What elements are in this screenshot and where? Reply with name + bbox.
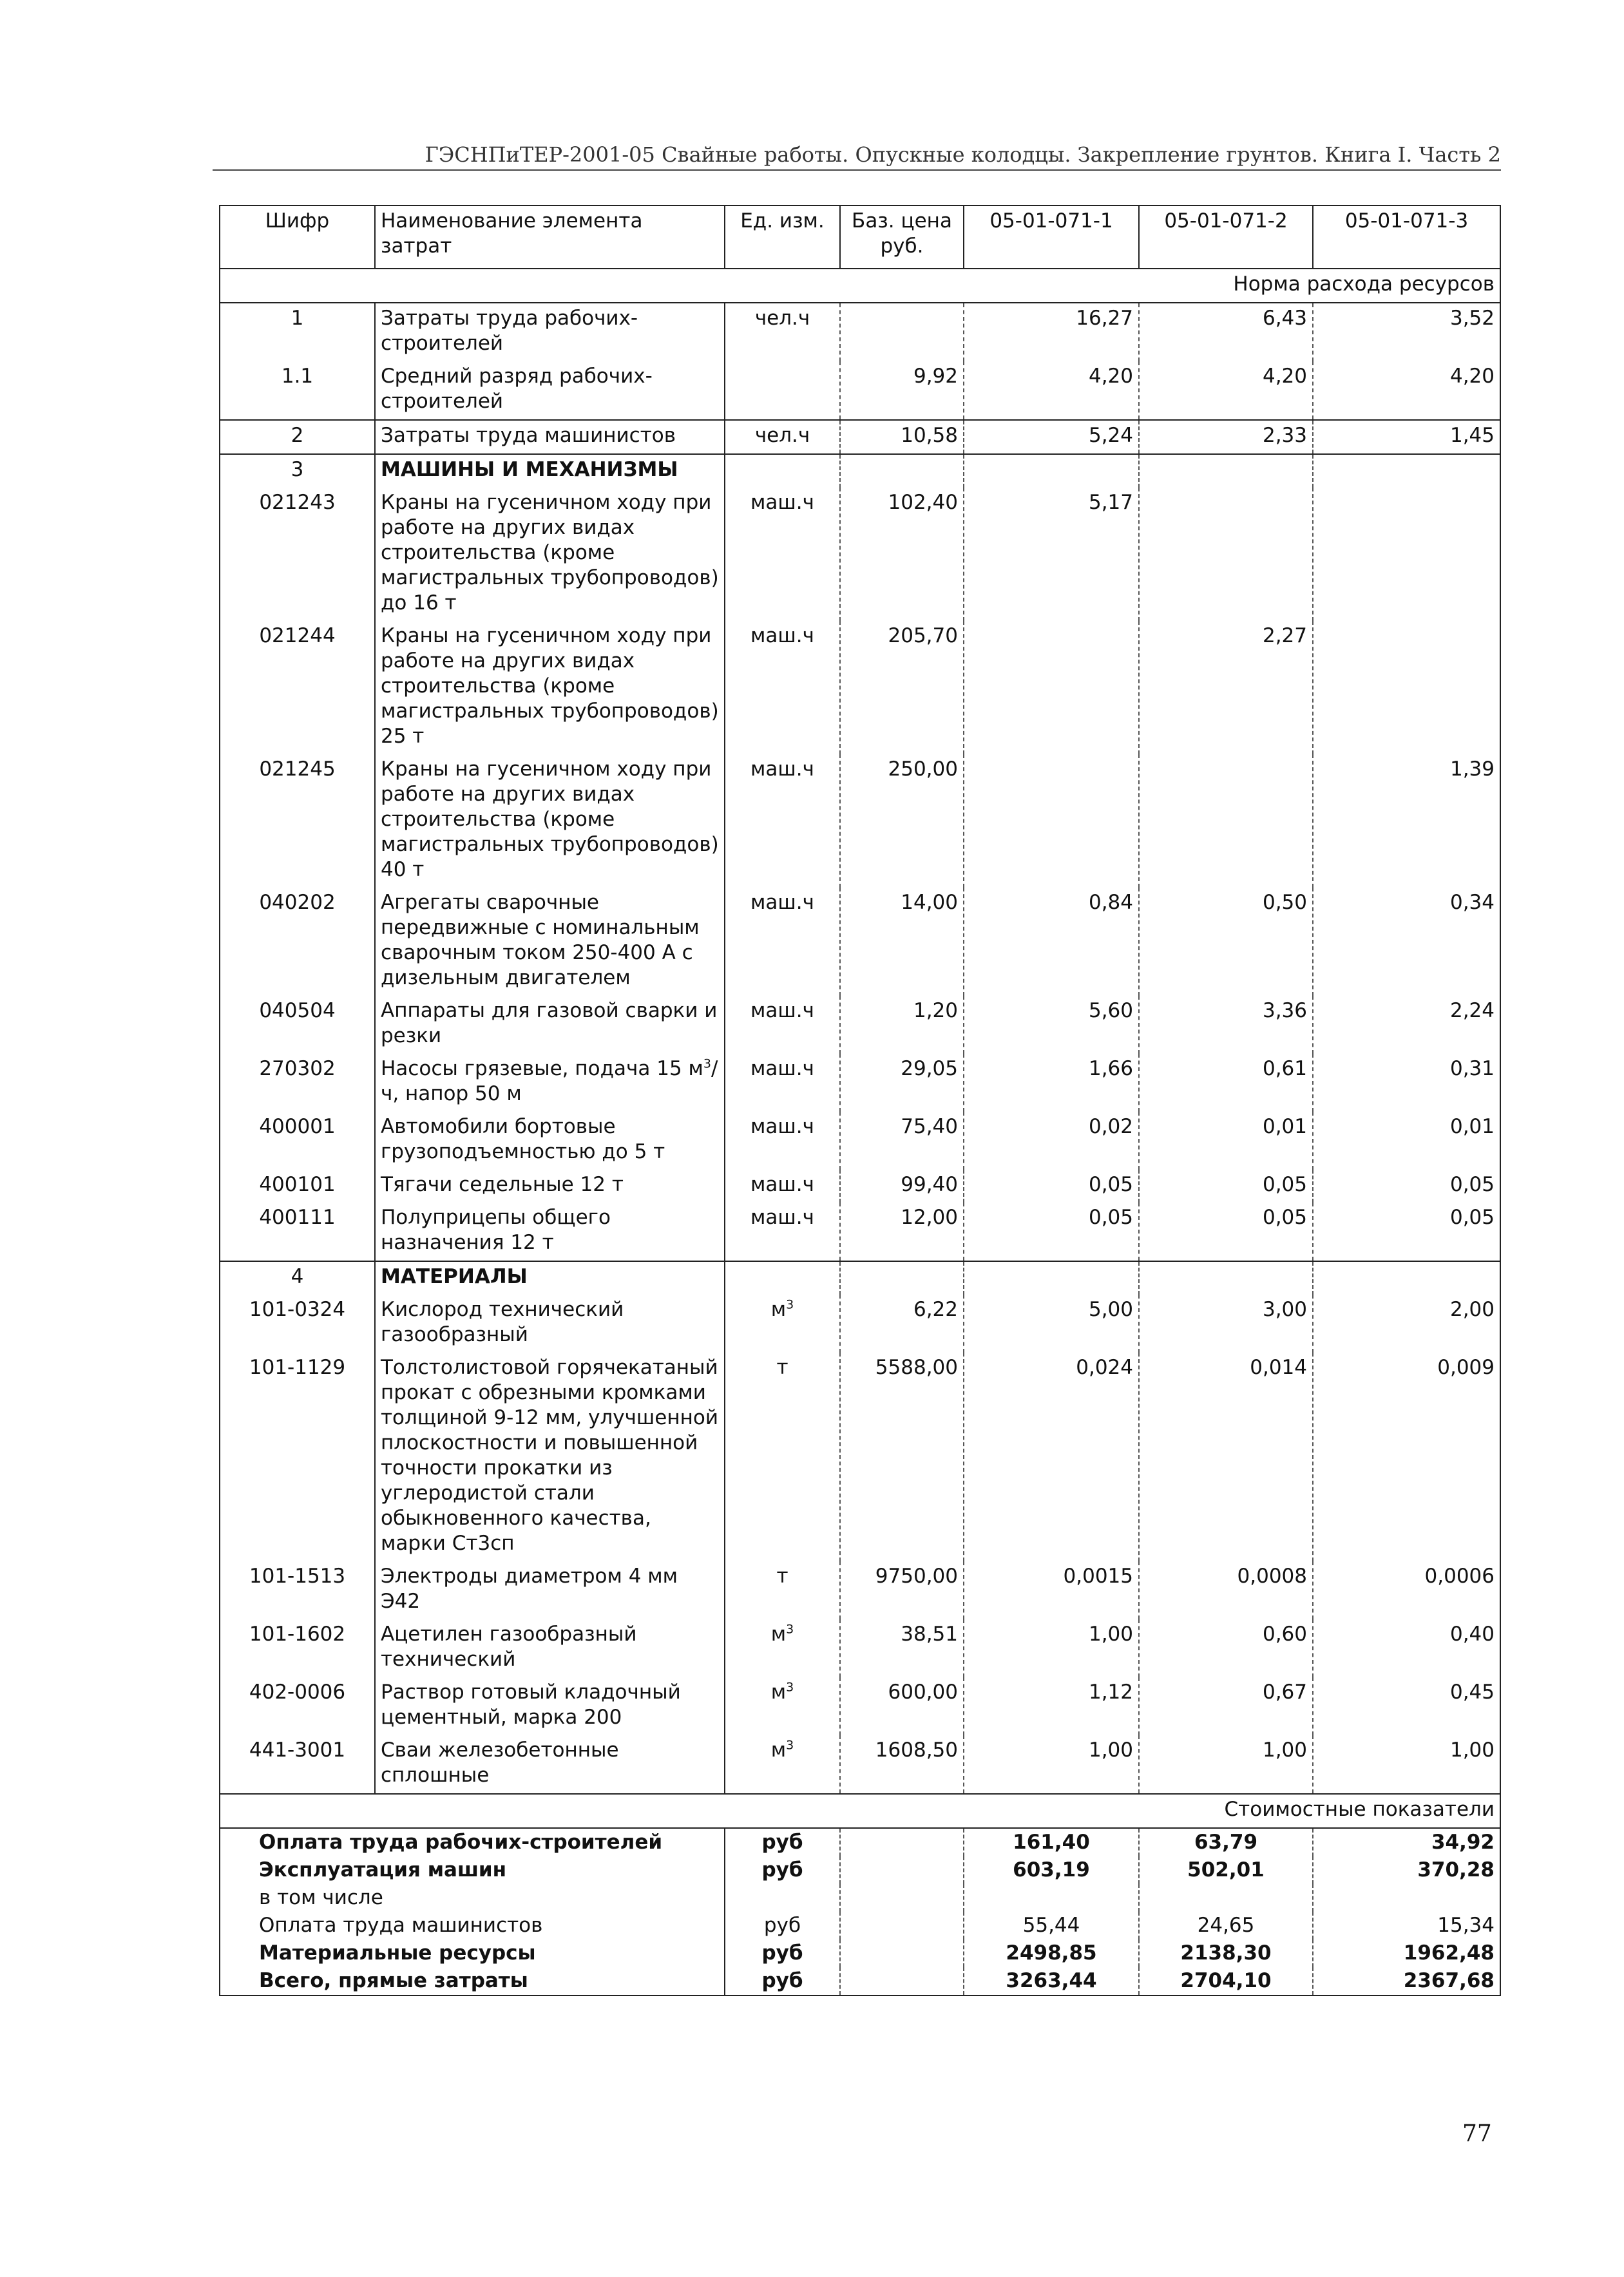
row-code: 021245: [220, 754, 375, 888]
row-name: Автомобили бортовые грузоподъемностью до 5 т: [375, 1112, 725, 1170]
row-unit: чел.ч: [725, 303, 840, 361]
row-value-c2: [1139, 488, 1313, 621]
row-code: 400111: [220, 1203, 375, 1261]
table-row: [220, 420, 1500, 454]
table-body: [220, 205, 1500, 303]
row-value-c1: 0,05: [964, 1203, 1139, 1261]
row-name: МАШИНЫ И МЕХАНИЗМЫ: [375, 454, 725, 488]
row-name: Краны на гусеничном ходу при работе на других видах строительства (кроме магистральных трубопроводов) 25 т: [375, 621, 725, 754]
row-unit: [725, 454, 840, 488]
row-value-c2: 0,67: [1139, 1677, 1313, 1735]
row-value-c2: 2,27: [1139, 621, 1313, 754]
cost-value-c3: 15,34: [1313, 1912, 1500, 1939]
cost-value-c3: 370,28: [1313, 1856, 1500, 1884]
row-price: 12,00: [840, 1203, 964, 1261]
table-row: [220, 303, 1500, 361]
row-value-c3: [1313, 454, 1500, 488]
cost-price-empty: [840, 1828, 964, 1856]
cost-section: [220, 1794, 1500, 1828]
row-unit: маш.ч: [725, 1054, 840, 1112]
cost-value-c1: 3263,44: [964, 1967, 1139, 1996]
row-price: [840, 303, 964, 361]
row-value-c2: 4,20: [1139, 361, 1313, 420]
row-code: 400101: [220, 1170, 375, 1203]
col-header-price: Баз. цена руб.: [840, 205, 964, 269]
row-unit: чел.ч: [725, 420, 840, 454]
row-value-c2: 0,0008: [1139, 1561, 1313, 1619]
row-value-c2: 0,61: [1139, 1054, 1313, 1112]
table-row: [220, 621, 1500, 754]
row-unit: маш.ч: [725, 621, 840, 754]
row-value-c1: 5,60: [964, 996, 1139, 1054]
row-value-c3: 4,20: [1313, 361, 1500, 420]
cost-label: Всего, прямые затраты: [220, 1967, 725, 1996]
row-unit: маш.ч: [725, 1112, 840, 1170]
cost-row: [220, 1912, 1500, 1939]
row-price: 6,22: [840, 1295, 964, 1353]
row-value-c3: 0,01: [1313, 1112, 1500, 1170]
cost-title: Стоимостные показатели: [220, 1794, 1500, 1828]
row-value-c2: 0,05: [1139, 1170, 1313, 1203]
row-name: Ацетилен газообразный технический: [375, 1619, 725, 1677]
row-code: 1: [220, 303, 375, 361]
cost-row: [220, 1856, 1500, 1884]
table-row: [220, 454, 1500, 488]
row-code: 021243: [220, 488, 375, 621]
cost-unit: руб: [725, 1912, 840, 1939]
row-value-c1: [964, 454, 1139, 488]
row-value-c1: 0,84: [964, 888, 1139, 996]
table-row: [220, 1170, 1500, 1203]
header-rule: [213, 169, 1501, 171]
row-code: 1.1: [220, 361, 375, 420]
row-value-c1: 5,00: [964, 1295, 1139, 1353]
row-value-c1: [964, 621, 1139, 754]
table-row: [220, 1353, 1500, 1561]
row-price: 9,92: [840, 361, 964, 420]
cost-value-c2: 502,01: [1139, 1856, 1313, 1884]
row-value-c1: 0,0015: [964, 1561, 1139, 1619]
row-unit: маш.ч: [725, 1170, 840, 1203]
row-name: Краны на гусеничном ходу при работе на других видах строительства (кроме магистральных трубопроводов) до 16 т: [375, 488, 725, 621]
row-name: Кислород технический газообразный: [375, 1295, 725, 1353]
row-unit: $м^3$: [725, 1677, 840, 1735]
table-row: [220, 1561, 1500, 1619]
row-code: 402-0006: [220, 1677, 375, 1735]
cost-value-c1: [964, 1884, 1139, 1912]
cost-label: Оплата труда машинистов: [220, 1912, 725, 1939]
row-unit: [725, 1261, 840, 1295]
row-value-c1: 16,27: [964, 303, 1139, 361]
row-name: Раствор готовый кладочный цементный, марка 200: [375, 1677, 725, 1735]
row-unit: маш.ч: [725, 1203, 840, 1261]
row-code: 3: [220, 454, 375, 488]
row-value-c3: 0,009: [1313, 1353, 1500, 1561]
col-header-c2: 05-01-071-2: [1139, 205, 1313, 269]
table-row: [220, 996, 1500, 1054]
row-unit: маш.ч: [725, 996, 840, 1054]
row-name: Электроды диаметром 4 мм Э42: [375, 1561, 725, 1619]
row-price: 99,40: [840, 1170, 964, 1203]
col-header-c3: 05-01-071-3: [1313, 205, 1500, 269]
norm-title-row: [220, 269, 1500, 303]
cost-price-empty: [840, 1939, 964, 1967]
table-row: [220, 1261, 1500, 1295]
cost-value-c2: 63,79: [1139, 1828, 1313, 1856]
row-unit: $м^3$: [725, 1295, 840, 1353]
cost-value-c3: [1313, 1884, 1500, 1912]
cost-unit: руб: [725, 1967, 840, 1996]
row-value-c3: 0,40: [1313, 1619, 1500, 1677]
cost-value-c3: 34,92: [1313, 1828, 1500, 1856]
row-value-c3: 0,34: [1313, 888, 1500, 996]
row-price: 29,05: [840, 1054, 964, 1112]
row-price: 75,40: [840, 1112, 964, 1170]
row-value-c3: 3,52: [1313, 303, 1500, 361]
cost-price-empty: [840, 1912, 964, 1939]
row-value-c1: 1,12: [964, 1677, 1139, 1735]
row-price: 14,00: [840, 888, 964, 996]
row-code: 441-3001: [220, 1735, 375, 1794]
cost-value-c2: 2138,30: [1139, 1939, 1313, 1967]
row-value-c2: 3,36: [1139, 996, 1313, 1054]
row-name: Краны на гусеничном ходу при работе на других видах строительства (кроме магистральных трубопроводов) 40 т: [375, 754, 725, 888]
table-row: [220, 1054, 1500, 1112]
row-price: 102,40: [840, 488, 964, 621]
row-value-c1: [964, 1261, 1139, 1295]
row-name: Полуприцепы общего назначения 12 т: [375, 1203, 725, 1261]
cost-label: Оплата труда рабочих-строителей: [220, 1828, 725, 1856]
row-unit: маш.ч: [725, 488, 840, 621]
row-name: Тягачи седельные 12 т: [375, 1170, 725, 1203]
row-value-c3: [1313, 488, 1500, 621]
cost-label: Материальные ресурсы: [220, 1939, 725, 1967]
row-value-c1: 1,00: [964, 1619, 1139, 1677]
cost-value-c2: 24,65: [1139, 1912, 1313, 1939]
table-row: [220, 754, 1500, 888]
cost-unit: руб: [725, 1939, 840, 1967]
row-name: Затраты труда машинистов: [375, 420, 725, 454]
cost-row: [220, 1967, 1500, 1996]
table-row: [220, 1677, 1500, 1735]
row-value-c2: 1,00: [1139, 1735, 1313, 1794]
row-value-c3: 1,45: [1313, 420, 1500, 454]
row-value-c2: 0,50: [1139, 888, 1313, 996]
row-value-c2: [1139, 454, 1313, 488]
row-code: 040504: [220, 996, 375, 1054]
header-title: ГЭСНПиТЕР-2001-05 Свайные работы. Опускные колодцы. Закрепление грунтов. Книга I. Часть 2: [425, 142, 1501, 167]
row-value-c3: 1,00: [1313, 1735, 1500, 1794]
row-code: 101-1513: [220, 1561, 375, 1619]
table-row: [220, 1203, 1500, 1261]
row-price: 250,00: [840, 754, 964, 888]
cost-value-c1: 161,40: [964, 1828, 1139, 1856]
col-header-code: Шифр: [220, 205, 375, 269]
row-unit: [725, 361, 840, 420]
page-number: 77: [1462, 2120, 1492, 2147]
row-name: Сваи железобетонные сплошные: [375, 1735, 725, 1794]
row-price: 205,70: [840, 621, 964, 754]
row-price: [840, 454, 964, 488]
row-unit: т: [725, 1353, 840, 1561]
row-unit: маш.ч: [725, 754, 840, 888]
row-code: 270302: [220, 1054, 375, 1112]
row-unit: маш.ч: [725, 888, 840, 996]
row-value-c3: [1313, 621, 1500, 754]
row-value-c3: 0,0006: [1313, 1561, 1500, 1619]
row-name: Средний разряд рабочих-строителей: [375, 361, 725, 420]
row-name: Толстолистовой горячекатаный прокат с обрезными кромками толщиной 9-12 мм, улучшенной плоскостности и повышенной точности прокатки из углеродистой стали обыкновенного качества, марки Ст3сп: [375, 1353, 725, 1561]
row-value-c2: 0,05: [1139, 1203, 1313, 1261]
row-price: 9750,00: [840, 1561, 964, 1619]
row-value-c3: 0,05: [1313, 1170, 1500, 1203]
row-price: 1,20: [840, 996, 964, 1054]
cost-unit: [725, 1884, 840, 1912]
row-value-c3: 0,05: [1313, 1203, 1500, 1261]
cost-price-empty: [840, 1856, 964, 1884]
row-value-c2: [1139, 754, 1313, 888]
row-value-c3: 1,39: [1313, 754, 1500, 888]
row-code: 040202: [220, 888, 375, 996]
col-header-name: Наименование элемента затрат: [375, 205, 725, 269]
row-name: Затраты труда рабочих-строителей: [375, 303, 725, 361]
row-value-c3: 0,45: [1313, 1677, 1500, 1735]
cost-value-c1: 2498,85: [964, 1939, 1139, 1967]
row-value-c2: 6,43: [1139, 303, 1313, 361]
row-code: 101-0324: [220, 1295, 375, 1353]
cost-price-empty: [840, 1884, 964, 1912]
row-value-c1: 1,66: [964, 1054, 1139, 1112]
row-value-c2: 0,60: [1139, 1619, 1313, 1677]
cost-label: Эксплуатация машин: [220, 1856, 725, 1884]
row-value-c2: [1139, 1261, 1313, 1295]
row-value-c2: 3,00: [1139, 1295, 1313, 1353]
cost-unit: руб: [725, 1856, 840, 1884]
cost-value-c1: 603,19: [964, 1856, 1139, 1884]
row-code: 021244: [220, 621, 375, 754]
cost-value-c3: 2367,68: [1313, 1967, 1500, 1996]
row-value-c1: [964, 754, 1139, 888]
row-value-c1: 4,20: [964, 361, 1139, 420]
row-value-c3: [1313, 1261, 1500, 1295]
cost-value-c1: 55,44: [964, 1912, 1139, 1939]
row-value-c1: 0,02: [964, 1112, 1139, 1170]
cost-unit: руб: [725, 1828, 840, 1856]
row-code: 101-1129: [220, 1353, 375, 1561]
row-value-c2: 2,33: [1139, 420, 1313, 454]
row-name: Насосы грязевые, подача 15 $м^3/ч$, напор 50 м: [375, 1054, 725, 1112]
row-code: 400001: [220, 1112, 375, 1170]
resource-rows: [220, 303, 1500, 1794]
cost-value-c2: 2704,10: [1139, 1967, 1313, 1996]
table-row: [220, 1112, 1500, 1170]
row-name: Аппараты для газовой сварки и резки: [375, 996, 725, 1054]
row-price: 5588,00: [840, 1353, 964, 1561]
estimate-table: [219, 205, 1501, 1996]
cost-label: в том числе: [220, 1884, 725, 1912]
cost-row: [220, 1884, 1500, 1912]
row-code: 101-1602: [220, 1619, 375, 1677]
row-unit: т: [725, 1561, 840, 1619]
cost-price-empty: [840, 1967, 964, 1996]
row-value-c3: 2,00: [1313, 1295, 1500, 1353]
table-row: [220, 488, 1500, 621]
col-header-c1: 05-01-071-1: [964, 205, 1139, 269]
row-price: 10,58: [840, 420, 964, 454]
cost-value-c3: 1962,48: [1313, 1939, 1500, 1967]
cost-title-row: [220, 1794, 1500, 1828]
row-unit: $м^3$: [725, 1735, 840, 1794]
norm-title: Норма расхода ресурсов: [220, 269, 1500, 303]
row-name: Агрегаты сварочные передвижные с номинальным сварочным током 250-400 А с дизельным двигателем: [375, 888, 725, 996]
row-price: 600,00: [840, 1677, 964, 1735]
row-unit: $м^3$: [725, 1619, 840, 1677]
row-code: 4: [220, 1261, 375, 1295]
row-value-c3: 0,31: [1313, 1054, 1500, 1112]
row-code: 2: [220, 420, 375, 454]
row-value-c2: 0,01: [1139, 1112, 1313, 1170]
row-value-c1: 5,24: [964, 420, 1139, 454]
row-price: 1608,50: [840, 1735, 964, 1794]
cost-rows: [220, 1828, 1500, 1996]
row-name: МАТЕРИАЛЫ: [375, 1261, 725, 1295]
row-value-c1: 1,00: [964, 1735, 1139, 1794]
table-row: [220, 1295, 1500, 1353]
table-row: [220, 361, 1500, 420]
table-row: [220, 888, 1500, 996]
row-value-c1: 0,024: [964, 1353, 1139, 1561]
row-value-c2: 0,014: [1139, 1353, 1313, 1561]
cost-row: [220, 1828, 1500, 1856]
cost-value-c2: [1139, 1884, 1313, 1912]
row-value-c1: 0,05: [964, 1170, 1139, 1203]
row-price: 38,51: [840, 1619, 964, 1677]
table-row: [220, 1735, 1500, 1794]
row-value-c3: 2,24: [1313, 996, 1500, 1054]
page-header: [213, 132, 1501, 171]
col-header-unit: Ед. изм.: [725, 205, 840, 269]
table-row: [220, 1619, 1500, 1677]
cost-row: [220, 1939, 1500, 1967]
column-header-row: [220, 205, 1500, 269]
row-price: [840, 1261, 964, 1295]
row-value-c1: 5,17: [964, 488, 1139, 621]
